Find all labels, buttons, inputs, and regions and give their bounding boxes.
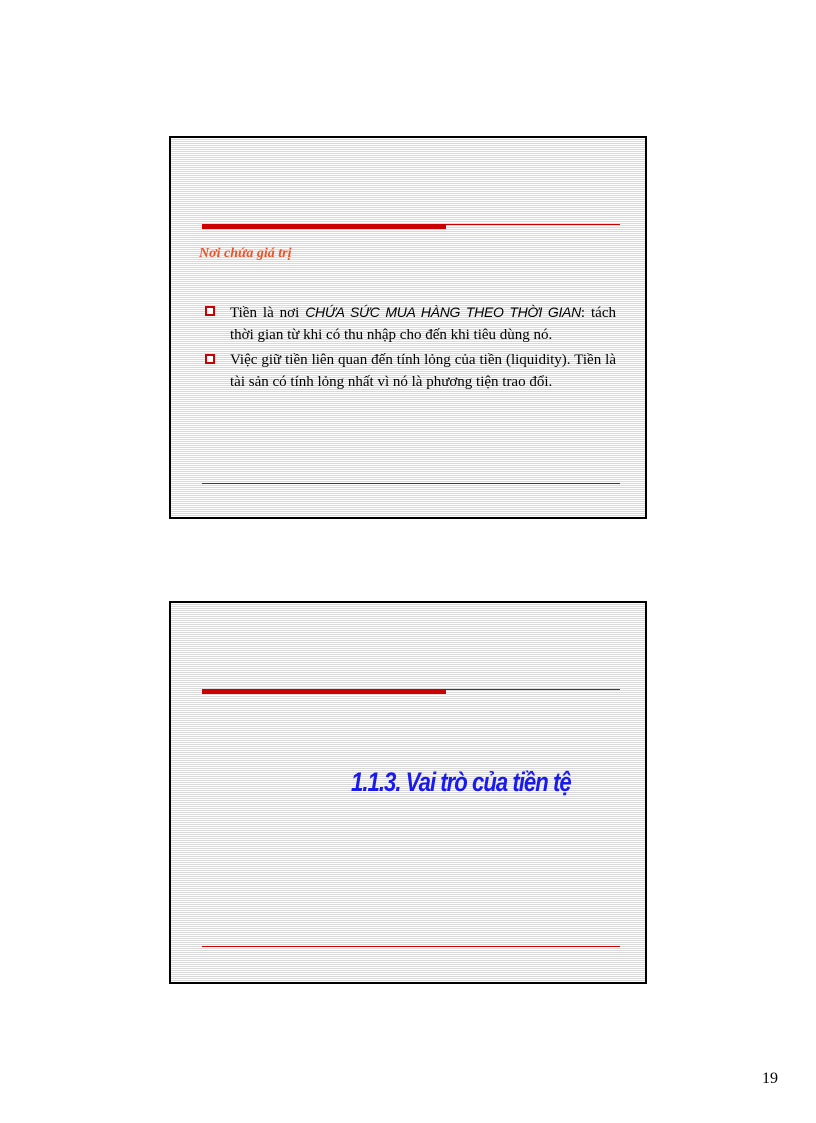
hollow-square-bullet-icon [205, 306, 215, 316]
footer-rule [202, 483, 620, 484]
slide-section-heading [169, 601, 647, 984]
accent-bar-thick [202, 689, 446, 694]
accent-bar-thick [202, 224, 446, 229]
bullet-list [202, 301, 616, 396]
bullet-item [202, 301, 616, 346]
hollow-square-bullet-icon [205, 354, 215, 364]
slide-title: Nơi chứa giá trị [199, 246, 292, 261]
bullet-text: Việc giữ tiền liên quan đến tính lỏng của tiền (liquidity). Tiền là tài sản có tính lỏng nhất vì nó là phương tiện trao đổi. [230, 352, 616, 390]
section-heading: 1.1.3. Vai trò của tiền tệ [351, 767, 571, 797]
page-number: 19 [762, 1070, 778, 1087]
slide-store-of-value [169, 136, 647, 519]
bullet-item [202, 349, 616, 393]
accent-bar-thin [446, 689, 620, 690]
accent-bar-thin [446, 224, 620, 225]
bullet-text-lead: Tiền là nơi [230, 305, 306, 321]
footer-rule [202, 946, 620, 947]
bullet-text-tail: : tách thời gian từ khi có thu nhập cho đến khi tiêu dùng nó. [230, 305, 617, 343]
bullet-text-emphasis: CHỨA SỨC MUA HÀNG THEO THỜI GIAN [305, 304, 581, 320]
